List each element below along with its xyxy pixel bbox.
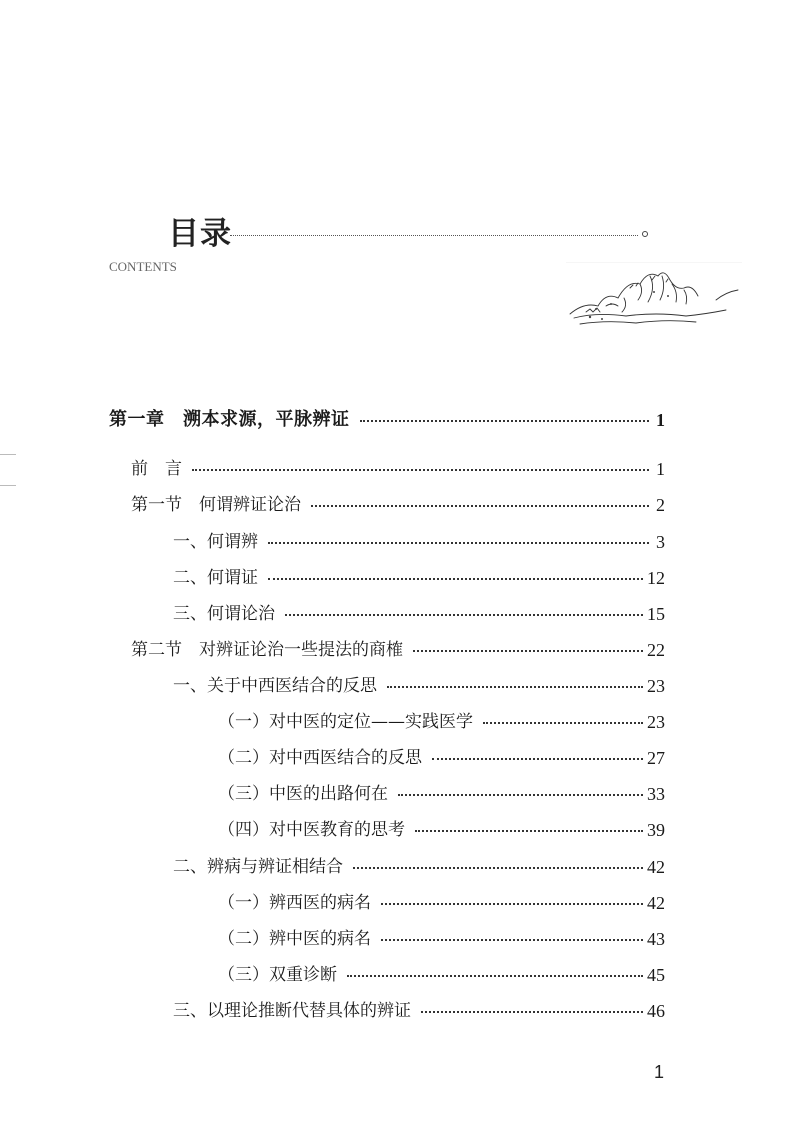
edge-mark-bottom [0,485,16,486]
toc-row[interactable] [173,599,665,629]
toc-row[interactable] [131,490,665,520]
toc-row[interactable] [218,743,665,773]
title-dotted-rule [230,235,638,236]
toc-entry-page: 45 [647,965,665,985]
toc-entry-title: 二、辨病与辨证相结合 [173,857,343,877]
dot-leader [360,420,650,422]
page-number: 1 [654,1062,665,1082]
toc-entry-title: （二）对中西医结合的反思 [218,748,422,768]
toc-entry-page: 33 [647,784,665,804]
toc-entry-title: 第二节 对辨证论治一些提法的商榷 [131,640,403,660]
edge-mark-top [0,454,16,455]
toc-row[interactable] [218,779,665,809]
toc-entry-page: 2 [656,495,665,515]
toc-entry-title: （一）对中医的定位——实践医学 [218,712,473,732]
dot-leader [421,1011,643,1013]
toc-row[interactable] [109,405,665,435]
toc-row[interactable] [218,888,665,918]
dot-leader [415,830,643,832]
toc-row[interactable] [218,960,665,990]
toc-entry-title: 第一章 溯本求源，平脉辨证 [109,409,350,430]
toc-entry-title: （二）辨中医的病名 [218,929,371,949]
toc-entry-title: 二、何谓证 [173,568,258,588]
toc-entry-title: （三）中医的出路何在 [218,784,388,804]
toc-entry-title: （三）双重诊断 [218,965,337,985]
toc-entry-page: 3 [656,532,665,552]
dot-leader [398,794,643,796]
toc-row[interactable] [173,852,665,882]
toc-entry-page: 12 [647,568,665,588]
toc-entry-page: 23 [647,676,665,696]
toc-row[interactable] [173,563,665,593]
toc-row[interactable] [218,815,665,845]
toc-row[interactable] [173,996,665,1026]
dot-leader [311,505,649,507]
dot-leader [381,939,643,941]
toc-row[interactable] [173,671,665,701]
dot-leader [387,686,643,688]
toc-entry-title: 第一节 何谓辨证论治 [131,495,301,515]
mountain-landscape-icon [566,262,742,330]
dot-leader [192,469,649,471]
toc-entry-title: 三、何谓论治 [173,604,275,624]
toc-row[interactable] [131,635,665,665]
toc-entry-page: 27 [647,748,665,768]
title-end-dot-icon [642,231,648,237]
toc-entry-page: 46 [647,1001,665,1021]
toc-entry-title: 前 言 [131,459,182,479]
toc-entry-page: 15 [647,604,665,624]
toc-row[interactable] [218,924,665,954]
toc-entry-title: 三、以理论推断代替具体的辨证 [173,1001,411,1021]
toc-row[interactable] [173,527,665,557]
toc-row[interactable] [218,707,665,737]
dot-leader [347,975,643,977]
dot-leader [268,578,643,580]
toc-row[interactable] [131,454,665,484]
dot-leader [432,758,643,760]
dot-leader [381,903,643,905]
toc-entry-page: 22 [647,640,665,660]
toc-entry-page: 1 [656,459,665,479]
toc-entry-page: 42 [647,857,665,877]
toc-entry-page: 1 [656,410,665,430]
dot-leader [268,542,649,544]
toc-entry-title: （一）辨西医的病名 [218,893,371,913]
dot-leader [413,650,643,652]
page-subtitle: CONTENTS [109,259,177,274]
toc-entry-page: 39 [647,820,665,840]
page-title: 目录 [168,216,232,252]
dot-leader [483,722,643,724]
toc-entry-page: 42 [647,893,665,913]
dot-leader [285,614,643,616]
toc-entry-title: （四）对中医教育的思考 [218,820,405,840]
toc-entry-page: 23 [647,712,665,732]
dot-leader [353,867,643,869]
toc-entry-title: 一、关于中西医结合的反思 [173,676,377,696]
toc-entry-title: 一、何谓辨 [173,532,258,552]
toc-entry-page: 43 [647,929,665,949]
